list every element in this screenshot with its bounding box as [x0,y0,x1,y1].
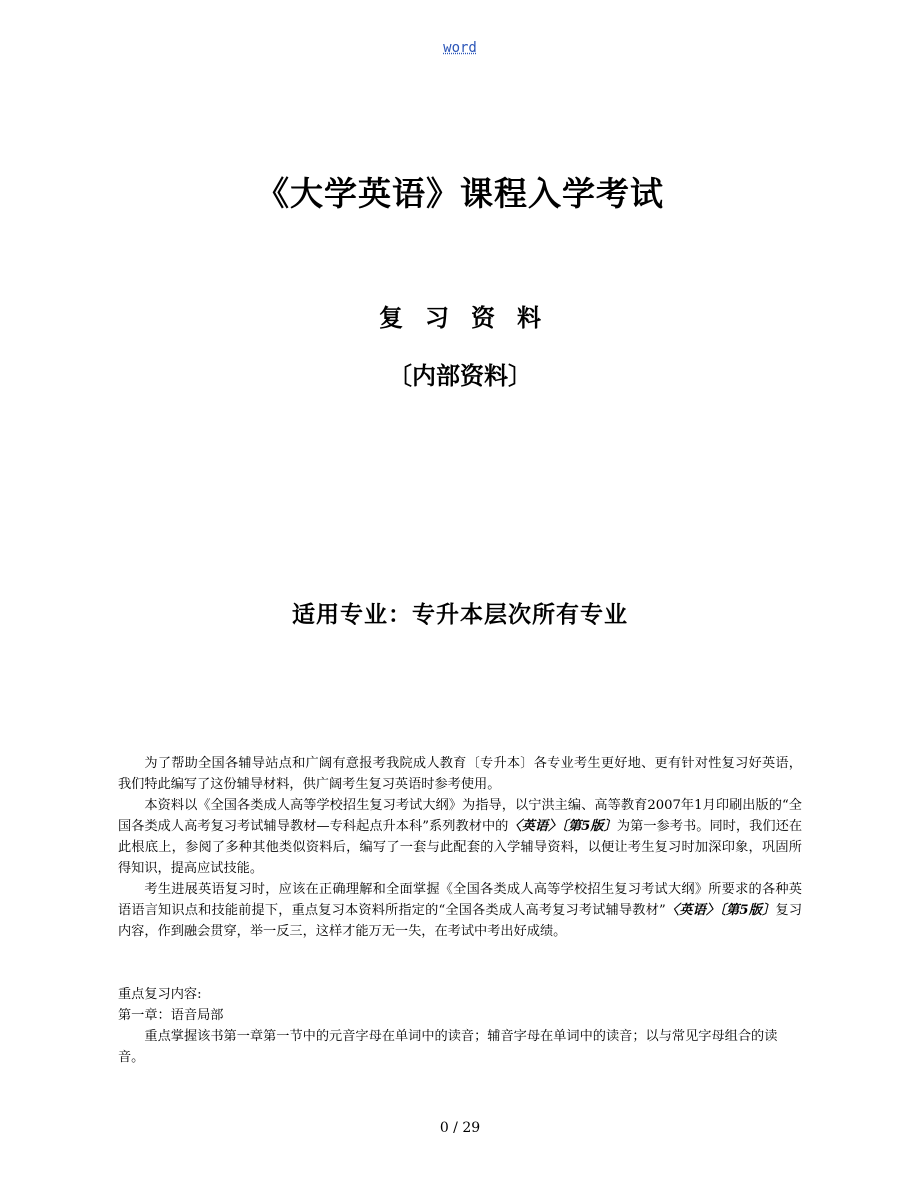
document-title: 《大学英语》课程入学考试 [256,174,664,213]
internal-note: 〔内部资料〕 [388,362,532,390]
chapter-heading: 第一章：语音局部 [118,1008,224,1023]
textbook-reference: 〈英语〉〔第5版〕 [665,903,776,918]
paragraph-text: 本资料以《全国各类成人高等学校招生复习考试大纲》为指导，以宁洪主编、高等教育2007年1月印刷出版的“全国各类成人高考复习考试辅导教材—专科起点升本科”系列教材中的 [118,798,802,834]
review-heading: 重点复习内容: [118,987,202,1002]
review-section [118,984,802,1068]
intro-section [118,753,802,942]
intro-paragraph-2 [118,795,802,879]
paragraph-text: 考生进展英语复习时，应该在正确理解和全面掌握《全国各类成人高等学校招生复习考试大纲》所要求的各种英语语言知识点和技能前提下，重点复习本资料所指定的“全国各类成人高考复习考试辅导教材” [118,882,802,918]
document-subtitle: 复习资料 [379,304,563,332]
page-number: 0 / 29 [439,1120,481,1136]
paragraph-text: 复习内容，作到融会贯穿，举一反三，这样才能万无一失，在考试中考出好成绩。 [118,903,803,939]
header-word-link[interactable]: word [443,40,477,56]
textbook-reference: 〈英语〉〔第5版〕 [508,819,617,834]
intro-paragraph-3 [118,879,802,942]
chapter-detail: 重点掌握该书第一章第一节中的元音字母在单词中的读音；辅音字母在单词中的读音；以与常见字母组合的读音。 [118,1029,778,1065]
intro-paragraph-1: 为了帮助全国各辅导站点和广阔有意报考我院成人教育〔专升本〕各专业考生更好地、更有针对性复习好英语，我们特此编写了这份辅导材料，供广阔考生复习英语时参考使用。 [118,756,802,792]
applicable-majors: 适用专业：专升本层次所有专业 [292,602,628,628]
paragraph-text: 为第一参考书。同时，我们还在此根底上，参阅了多种其他类似资料后，编写了一套与此配套的入学辅导资料，以便让考生复习时加深印象，巩固所得知识，提高应试技能。 [118,819,803,876]
